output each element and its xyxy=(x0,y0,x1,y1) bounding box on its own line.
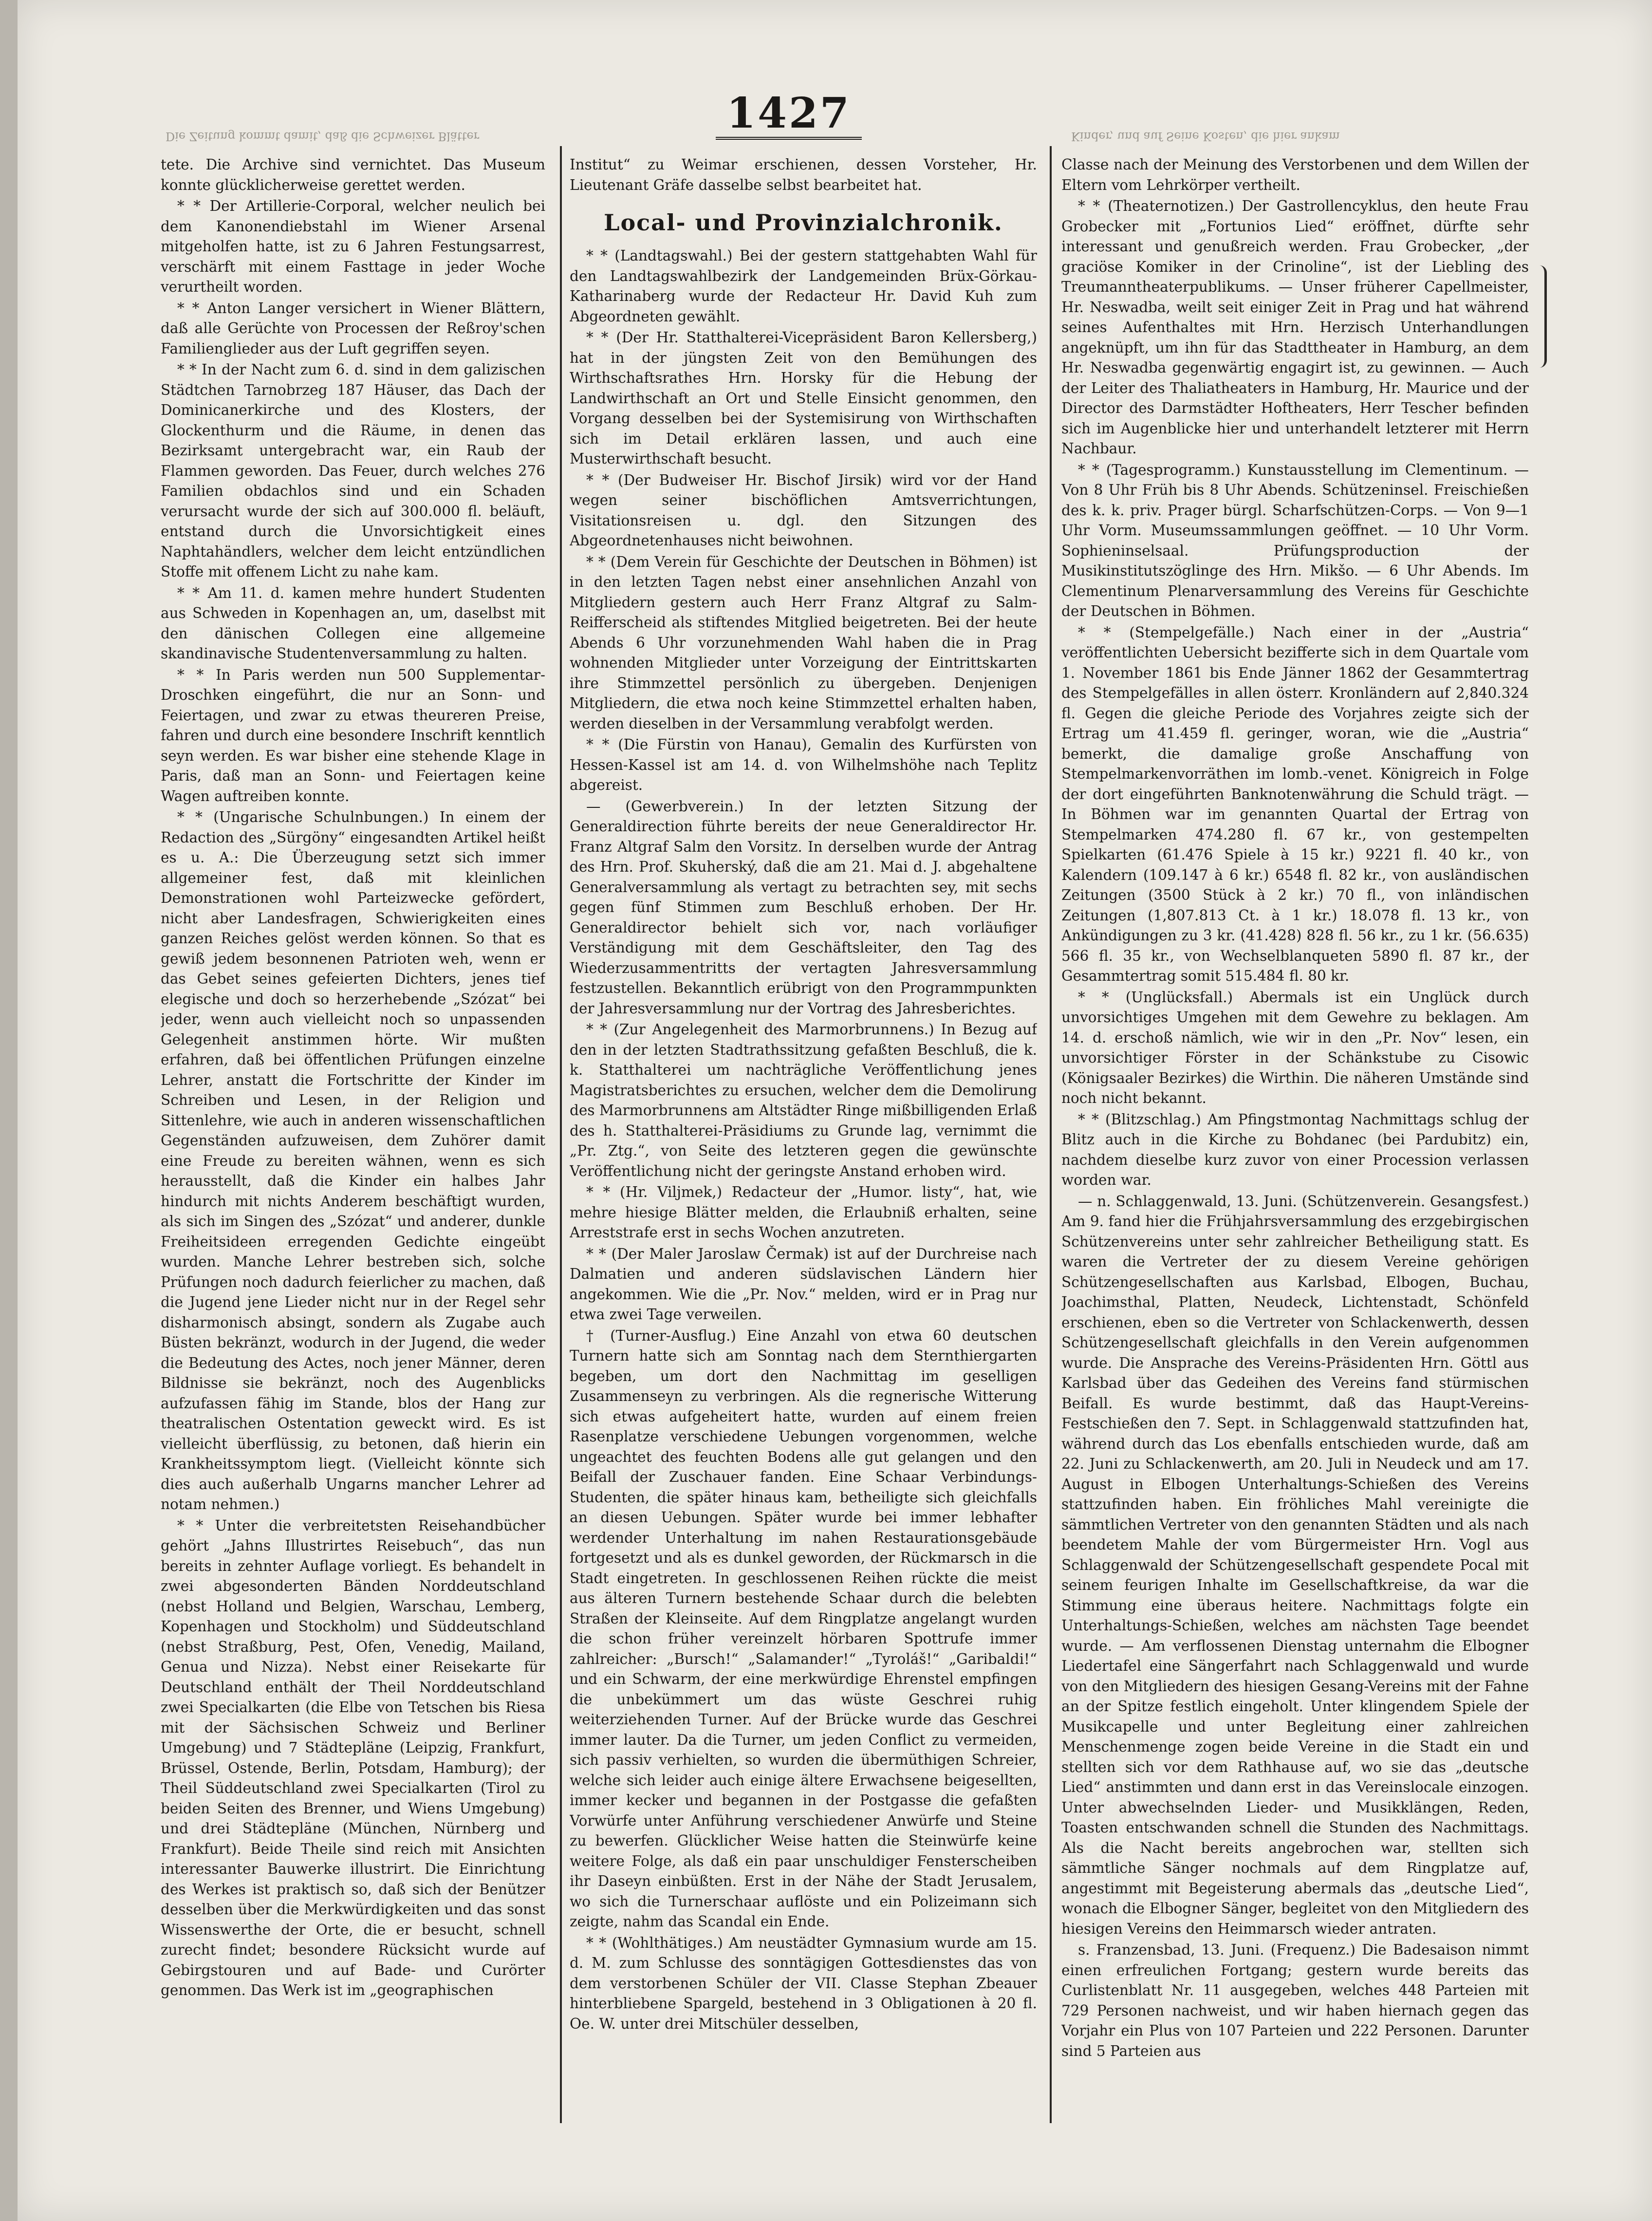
article-paragraph: tete. Die Archive sind vernichtet. Das Museum konnte glücklicherweise gerettet werden. xyxy=(161,156,545,193)
show-through-text-left: Die Zeitung kommt damit, daß die Schweizer Blätter xyxy=(166,130,480,143)
page-edge xyxy=(0,0,18,2221)
article-paragraph: * * (Unglücksfall.) Abermals ist ein Unglück durch unvorsichtiges Umgehen mit dem Gewehre zu beklagen. Am 14. d. erschoß nämlich, wie wir in den „Pr. Nov“ lesen, ein unvorsichtiger Förster in der Schänkstube zu Cisowic (Königsaaler Bezirkes) die Wirthin. Die näheren Umstände sind noch nicht bekannt. xyxy=(1061,989,1529,1106)
article-paragraph: * * Am 11. d. kamen mehre hundert Studenten aus Schweden in Kopenhagen an, um, daselbst mit den dänischen Collegen eine allgemeine skandinavische Studentenversammlung zu halten. xyxy=(161,584,545,662)
article-paragraph: * * Unter die verbreitetsten Reisehandbücher gehört „Jahns Illustrirtes Reisebuch“, das nun bereits in zehnter Auflage vorliegt. Es behandelt in zwei abgesonderten Bänden Norddeutschland (nebst Holland und Belgien, Warschau, Lemberg, Kopenhagen und Stockholm) und Süddeutschland (nebst Straßburg, Pest, Ofen, Venedig, Mailand, Genua und Nizza). Nebst einer Reisekarte für Deutschland enthält der Theil Norddeutschland zwei Specialkarten (die Elbe von Tetschen bis Riesa mit der Sächsischen Schweiz und Berliner Umgebung) und 7 Städtepläne (Leipzig, Frankfurt, Brüssel, Ostende, Berlin, Potsdam, Hamburg); der Theil Süddeutschland zwei Specialkarten (Tirol zu beiden Seiten des Brenner, und Wiens Umgebung) und drei Städtepläne (München, Nürnberg und Frankfurt). Beide Theile sind reich mit Ansichten interessanter Bauwerke illustrirt. Die Einrichtung des Werkes ist praktisch so, daß sich der Benützer desselben über die Merkwürdigkeiten und das sonst Wissenswerthe der Orte, die er besucht, schnell zurecht findet; besondere Rücksicht wurde auf Gebirgstouren und auf Bade- und Curörter genommen. Das Werk ist im „geographischen xyxy=(161,1517,545,1998)
article-paragraph: * * (Die Fürstin von Hanau), Gemalin des Kurfürsten von Hessen-Kassel ist am 14. d. von Wilhelmshöhe nach Teplitz abgereist. xyxy=(570,736,1037,793)
section-title: Local- und Provinzialchronik. xyxy=(604,209,1003,236)
show-through-text-right: Kinder, und auf Seine Kosten, die hier ankam xyxy=(1071,130,1340,143)
article-paragraph: † (Turner-Ausflug.) Eine Anzahl von etwa 60 deutschen Turnern hatte sich am Sonntag nach dem Sternthiergarten begeben, um dort den Nachmittag im geselligen Zusammenseyn zu verbringen. Als die regnerische Witterung sich etwas aufgeheitert hatte, wurden auf einem freien Rasenplatze verschiedene Uebungen vorgenommen, welche ungeachtet des feuchten Bodens alle gut gelangen und den Beifall der Zuschauer fanden. Eine Schaar Verbindungs-Studenten, die später hinaus kam, betheiligte sich gleichfalls an diesen Uebungen. Später wurde bei immer lebhafter werdender Unterhaltung im nahen Restaurationsgebäude fortgesetzt und als es dunkel geworden, der Rückmarsch in die Stadt eingetreten. In geschlossenen Reihen rückte die meist aus älteren Turnern bestehende Schaar durch die belebten Straßen der Kleinseite. Auf dem Ringplatze angelangt wurden die schon früher vereinzelt hörbaren Spottrufe immer zahlreicher: „Bursch!“ „Salamander!“ „Tyroláš!“ „Garibaldi!“ und ein Schwarm, der eine merkwürdige Ehrenstel empfingen die unbekümmert um das wüste Geschrei ruhig weiterziehenden Turner. Auf der Brücke wurde das Geschrei immer lauter. Da die Turner, um jeden Conflict zu vermeiden, sich passiv verhielten, so wurden die übermüthigen Schreier, welche sich leider auch einige ältere Erwachsene beigesellten, immer kecker und begannen in der Postgasse die gefaßten Vorwürfe unter Anführung verschiedener Anwürfe und Steine zu bewerfen. Glücklicher Weise hatten die Steinwürfe keine weitere Folge, als daß ein paar unschuldiger Fensterscheiben ihr Daseyn einbüßten. Erst in der Nähe der Stadt Jerusalem, wo sich die Turnerschaar auflöste und ein Polizeimann sich zeigte, nahm das Scandal ein Ende. xyxy=(570,1327,1037,1930)
page-number: 1427 xyxy=(716,90,862,140)
article-paragraph: * * (Der Hr. Statthalterei-Vicepräsident Baron Kellersberg,) hat in der jüngsten Zeit von den Bemühungen des Wirthschaftsrathes Hrn. Horsky für die Hebung der Landwirthschaft an Ort und Stelle Einsicht genommen, den Vorgang desselben bei der Systemisirung von Wirthschaften sich im Detail erklären lassen, und auch eine Musterwirthschaft besucht. xyxy=(570,329,1037,467)
article-paragraph: Institut“ zu Weimar erschienen, dessen Vorsteher, Hr. Lieutenant Gräfe dasselbe selbst bearbeitet hat. xyxy=(570,156,1037,193)
article-paragraph: * * (Zur Angelegenheit des Marmorbrunnens.) In Bezug auf den in der letzten Stadtrathssitzung gefaßten Beschluß, die k. k. Statthalterei um nachträgliche Veröffentlichung jenes Magistratsberichtes zu ersuchen, welcher dem die Demolirung des Marmorbrunnens am Altstädter Ringe mißbilligenden Erlaß des h. Statthalterei-Präsidiums zu Grunde lag, vernimmt die „Pr. Ztg.“, von Seite des letzteren gegen die gewünschte Veröffentlichung nicht der geringste Anstand erhoben wird. xyxy=(570,1021,1037,1179)
article-paragraph: * * (Dem Verein für Geschichte der Deutschen in Böhmen) ist in den letzten Tagen nebst einer ansehnlichen Anzahl von Mitgliedern gestern auch Herr Franz Altgraf zu Salm-Reifferscheid als stiftendes Mitglied beigetreten. Bei der heute Abends 6 Uhr vorzunehmenden Wahl haben die in Prag wohnenden Mitglieder unter Vorzeigung der Eintrittskarten ihre Stimmzettel persönlich zu übergeben. Denjenigen Mitgliedern, die etwa noch keine Stimmzettel erhalten haben, werden dieselben in der Versammlung verabfolgt werden. xyxy=(570,553,1037,732)
article-paragraph: * * (Der Budweiser Hr. Bischof Jirsik) wird vor der Hand wegen seiner bischöflichen Amtsverrichtungen, Visitationsreisen u. dgl. den Sitzungen des Abgeordnetenhauses nicht beiwohnen. xyxy=(570,471,1037,549)
article-paragraph: * * (Tagesprogramm.) Kunstausstellung im Clementinum. — Von 8 Uhr Früh bis 8 Uhr Abends. Schützeninsel. Freischießen des k. k. priv. Prager bürgl. Scharfschützen-Corps. — Von 9—1 Uhr Vorm. Museumssammlungen geöffnet. — 10 Uhr Vorm. Sophieninselsaal. Prüfungsproduction der Musikinstitutszöglinge des Hrn. Mikšo. — 6 Uhr Abends. Im Clementinum Plenarversammlung des Vereins für Geschichte der Deutschen in Böhmen. xyxy=(1061,461,1529,619)
article-paragraph: — (Gewerbverein.) In der letzten Sitzung der Generaldirection führte bereits der neue Generaldirector Hr. Franz Altgraf Salm den Vorsitz. In derselben wurde der Antrag des Hrn. Prof. Skuherský, daß die am 21. Mai d. J. abgehaltene Generalversammlung als vertagt zu betrachten sey, mit sechs gegen fünf Stimmen zum Beschluß erhoben. Der Hr. Generaldirector behielt sich vor, nach vorläufiger Verständigung mit dem Geschäftsleiter, den Tag des Wiederzusammentritts der vertagten Jahresversammlung festzustellen. Bekanntlich erübrigt von den Programmpunkten der Jahresversammlung nur der Vortrag des Jahresberichtes. xyxy=(570,798,1037,1017)
article-paragraph: * * (Wohlthätiges.) Am neustädter Gymnasium wurde am 15. d. M. zum Schlusse des sonntägigen Gottesdienstes das von dem verstorbenen Schüler der VII. Classe Stephan Zbeauer hinterbliebene Spargeld, bestehend in 3 Obligationen à 20 fl. Oe. W. unter drei Mitschüler desselben, xyxy=(570,1934,1037,2032)
column-2 xyxy=(570,155,1037,2176)
article-paragraph: * * (Theaternotizen.) Der Gastrollencyklus, den heute Frau Grobecker mit „Fortunios Lied“ eröffnet, dürfte sehr interessant und genußreich werden. Frau Grobecker, „der graciöse Komiker in der Crinoline“, ist der Liebling des Treumanntheaterpublikums. — Unser früherer Capellmeister, Hr. Neswadba, weilt seit einiger Zeit in Prag und hat während seines Aufenthaltes mit Hrn. Herzisch Unterhandlungen angeknüpft, um ihn für das Stadttheater in Hamburg, an dem Hr. Neswadba gegenwärtig engagirt ist, zu gewinnen. — Auch der Leiter des Thaliatheaters in Hamburg, Hr. Maurice und der Director des Darmstädter Hoftheaters, Herr Tescher befinden sich im Augenblicke hier und unterhandelt letzterer mit Herrn Nachbaur. xyxy=(1061,198,1529,457)
article-paragraph: * * (Stempelgefälle.) Nach einer in der „Austria“ veröffentlichten Uebersicht bezifferte sich in dem Quartale vom 1. November 1861 bis Ende Jänner 1862 der Gesammtertrag des Stempelgefälles in allen österr. Kronländern auf 2,840.324 fl. Gegen die gleiche Periode des Vorjahres zeigte sich der Ertrag um 41.459 fl. geringer, woran, wie die „Austria“ bemerkt, die damalige große Anschaffung von Stempelmarkenvorräthen im lomb.-venet. Königreich in Folge der dort eingeführten Banknotenwährung die Schuld trägt. — In Böhmen war im genannten Quartal der Ertrag von Stempelmarken 474.280 fl. 67 kr., von gestempelten Spielkarten (61.476 Spiele à 15 kr.) 9221 fl. 40 kr., von Kalendern (109.147 à 6 kr.) 6548 fl. 82 kr., von ausländischen Zeitungen (3500 Stück à 2 kr.) 70 fl., von inländischen Zeitungen (1,807.813 Ct. à 1 kr.) 18.078 fl. 13 kr., von Ankündigungen zu 3 kr. (41.428) 828 fl. 56 kr., zu 1 kr. (56.635) 566 fl. 35 kr., von Wechselblanqueten 5890 fl. 87 kr., der Gesammtertrag somit 515.484 fl. 80 kr. xyxy=(1061,624,1529,984)
margin-ink-mark xyxy=(1540,265,1547,368)
article-paragraph: * * (Der Maler Jaroslaw Čermak) ist auf der Durchreise nach Dalmatien und anderen südslavischen Ländern hier angekommen. Wie die „Pr. Nov.“ melden, wird er in Prag nur etwa zwei Tage verweilen. xyxy=(570,1245,1037,1323)
article-paragraph: s. Franzensbad, 13. Juni. (Frequenz.) Die Badesaison nimmt einen erfreulichen Fortgang; gestern wurde bereits das Curlistenblatt Nr. 11 ausgegeben, welches 448 Parteien mit 729 Personen nachweist, und wir haben hiernach gegen das Vorjahr ein Plus von 107 Parteien und 222 Personen. Darunter sind 5 Parteien aus xyxy=(1061,1941,1529,2059)
article-paragraph: * * (Landtagswahl.) Bei der gestern stattgehabten Wahl für den Landtagswahlbezirk der Landgemeinden Brüx-Görkau-Katharinaberg wurde der Redacteur Hr. David Kuh zum Abgeordneten gewählt. xyxy=(570,247,1037,325)
column-1 xyxy=(161,155,545,2176)
column-rule-1 xyxy=(560,146,562,2123)
article-paragraph: * * (Hr. Viljmek,) Redacteur der „Humor. listy“, hat, wie mehre hiesige Blätter melden, die Erlaubniß erhalten, seine Arreststrafe erst in sechs Wochen anzutreten. xyxy=(570,1184,1037,1241)
article-paragraph: — n. Schlaggenwald, 13. Juni. (Schützenverein. Gesangsfest.) Am 9. fand hier die Frühjahrsversammlung des erzgebirgischen Schützenvereins unter sehr zahlreicher Betheiligung statt. Es waren die Vertreter der zu diesem Vereine gehörigen Schützengesellschaften aus Karlsbad, Elbogen, Buchau, Joachimsthal, Platten, Neudeck, Lichtenstadt, Schönfeld erschienen, eben so die Vertreter von Schlackenwerth, dessen Schützengesellschaft gleichfalls in den Verein aufgenommen wurde. Die Ansprache des Vereins-Präsidenten Hrn. Göttl aus Karlsbad über das Gedeihen des Vereins fand stürmischen Beifall. Es wurde bestimmt, daß das Haupt-Vereins-Festschießen den 7. Sept. in Schlaggenwald stattzufinden hat, während durch das Los ebenfalls entschieden wurde, daß am 22. Juni zu Schlackenwerth, am 20. Juli in Neudeck und am 17. August in Elbogen Unterhaltungs-Schießen des Vereins stattzufinden haben. Ein fröhliches Mahl vereinigte die sämmtlichen Vertreter von den genannten Städten und als nach beendetem Mahle der vom Bürgermeister Hrn. Vogl aus Schlaggenwald der Schützengesellschaft gespendete Pocal mit seinem feurigen Inhalte im Gesellschaftkreise, da war die Stimmung eine überaus heitere. Nachmittags folgte ein Unterhaltungs-Schießen, welches am nächsten Tage beendet wurde. — Am verflossenen Dienstag unternahm die Elbogner Liedertafel eine Sängerfahrt nach Schlaggenwald und wurde von den Mitgliedern des hiesigen Gesang-Vereins mit der Fahne an der Spitze festlich eingeholt. Unter klingendem Spiele der Musikcapelle und unter Begleitung einer zahlreichen Menschenmenge zogen beide Vereine in die Stadt ein und stellten sich vor dem Rathhause auf, wo sie das „deutsche Lied“ anstimmten und dann erst in das Vereinslocale einzogen. Unter abwechselnden Lieder- und Musikklängen, Reden, Toasten entschwanden schnell die Stunden des Nachmittags. Als die Nacht bereits angebrochen war, stellten sich sämmtliche Sänger nochmals auf dem Ringplatze auf, angestimmt mit Begeisterung abermals das „deutsche Lied“, wonach die Elbogner Sänger, begleitet von den Mitgliedern des hiesigen Vereins den Heimmarsch wieder antraten. xyxy=(1061,1193,1529,1937)
column-3 xyxy=(1061,155,1529,2176)
article-paragraph: * * Anton Langer versichert in Wiener Blättern, daß alle Gerüchte von Processen der Reßroy'schen Familienglieder aus der Luft gegriffen seyen. xyxy=(161,299,545,357)
article-paragraph: * * In der Nacht zum 6. d. sind in dem galizischen Städtchen Tarnobrzeg 187 Häuser, das Dach der Dominicanerkirche und des Klosters, der Glockenthurm und die Räume, in denen das Bezirksamt untergebracht war, ein Raub der Flammen geworden. Das Feuer, durch welches 276 Familien obdachlos sind und ein Schaden verursacht wurde der sich auf 300.000 fl. beläuft, entstand durch die Unvorsichtigkeit eines Naphtahändlers, welcher dem leicht entzündlichen Stoffe mit offenem Licht zu nahe kam. xyxy=(161,361,545,580)
article-paragraph: * * In Paris werden nun 500 Supplementar-Droschken eingeführt, die nur an Sonn- und Feiertagen, und zwar zu etwas theureren Preise, fahren und durch eine besondere Inschrift kenntlich seyn werden. Es war bisher eine stehende Klage in Paris, daß man an Sonn- und Feiertagen keine Wagen auftreiben konnte. xyxy=(161,666,545,804)
article-paragraph: * * Der Artillerie-Corporal, welcher neulich bei dem Kanonendiebstahl im Wiener Arsenal mitgeholfen hatte, ist zu 6 Jahren Festungsarrest, verschärft mit einem Fasttage in jeder Woche verurtheilt worden. xyxy=(161,198,545,295)
article-paragraph: Classe nach der Meinung des Verstorbenen und dem Willen der Eltern vom Lehrkörper vertheilt. xyxy=(1061,156,1529,193)
article-paragraph: * * (Blitzschlag.) Am Pfingstmontag Nachmittags schlug der Blitz auch in die Kirche zu Bohdanec (bei Pardubitz) ein, nachdem dieselbe kurz zuvor von einer Procession verlassen worden war. xyxy=(1061,1111,1529,1188)
column-rule-2 xyxy=(1050,146,1052,2123)
article-paragraph: * * (Ungarische Schulnbungen.) In einem der Redaction des „Sürgöny“ eingesandten Artikel heißt es u. A.: Die Überzeugung setzt sich immer allgemeiner fest, daß mit kleinlichen Demonstrationen wohl Parteizwecke gefördert, nicht aber Landesfragen, Schwierigkeiten eines ganzen Reiches gelöst werden können. So that es gewiß jedem besonnenen Patrioten weh, wenn er das Gebet seines gefeierten Dichters, jenes tief elegische und doch so herzerhebende „Szózat“ bei jeder, wenn auch vielleicht noch so unpassenden Gelegenheit anstimmen hörte. Wir mußten erfahren, daß bei öffentlichen Prüfungen einzelne Lehrer, anstatt die Fortschritte der Kinder im Schreiben und Lesen, in der Religion und Sittenlehre, wie auch in anderen wissenschaftlichen Gegenständen aufzuweisen, dem Zuhörer damit eine Freude zu bereiten wähnen, wenn es sich herausstellt, daß die Kinder ein halbes Jahr hindurch mit nichts Anderem beschäftigt wurden, als sich im Singen des „Szózat“ und anderer, dunkle Freiheitsideen erregenden Gedichte eingeübt wurden. Manche Lehrer bestreben sich, solche Prüfungen noch dadurch feierlicher zu machen, daß die Jugend jene Lieder nicht nur in der Regel sehr disharmonisch absingt, sondern als Zugabe auch Büsten bekränzt, wodurch in der Jugend, die weder die Bedeutung des Actes, noch jener Männer, deren Bildnisse sie bekränzt, noch des Augenblicks aufzufassen fähig im Stande, blos der Hang zur theatralischen Ostentation geweckt wird. Es ist vielleicht überflüssig, zu betonen, daß hierin ein Krankheitssymptom liegt. (Vielleicht könnte sich dies auch außerhalb Ungarns mancher Lehrer ad notam nehmen.) xyxy=(161,809,545,1512)
